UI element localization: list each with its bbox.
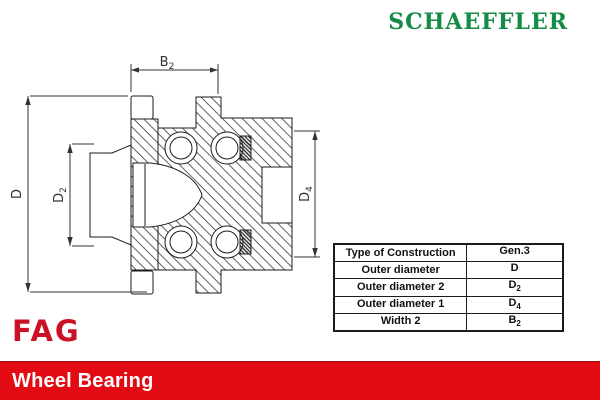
- spec-label: Type of Construction: [334, 244, 467, 262]
- dimension-d4: [294, 131, 320, 257]
- spec-table-body: [334, 244, 563, 331]
- spec-label: Width 2: [334, 313, 467, 331]
- spec-label: Outer diameter 2: [334, 279, 467, 296]
- dim-label-b2: $B_2$: [159, 55, 175, 72]
- stud-boss-bottom: [131, 271, 153, 294]
- ball: [170, 137, 192, 159]
- spec-row: [334, 296, 563, 313]
- ball: [216, 231, 238, 253]
- wheel-pilot: [90, 145, 131, 245]
- seal-abs-encoder: [240, 230, 251, 254]
- dim-label-d2: $D_2$: [52, 187, 69, 203]
- schaeffler-logo: SCHAEFFLER: [388, 9, 568, 35]
- stud-boss-top: [131, 96, 153, 119]
- dimension-d2: [52, 144, 94, 246]
- fag-logo: FAG: [12, 314, 81, 348]
- footer-bar: [0, 361, 600, 400]
- spec-row: [334, 244, 563, 262]
- ball: [170, 231, 192, 253]
- hub-bearing-section: [90, 96, 292, 294]
- dim-label-d: D: [10, 188, 25, 200]
- dimension-b2: [131, 55, 218, 94]
- spec-value: $B_2$: [467, 313, 563, 331]
- spec-label: Outer diameter: [334, 262, 467, 279]
- spec-value: Gen.3: [467, 244, 563, 262]
- outer-ring-relief: [262, 167, 292, 223]
- bearing-cross-section-drawing: [0, 0, 345, 310]
- spec-row: [334, 279, 563, 296]
- spec-row: [334, 262, 563, 279]
- ball: [216, 137, 238, 159]
- spec-value: $D_4$: [467, 296, 563, 313]
- spec-row: [334, 313, 563, 331]
- spec-value: $D_2$: [467, 279, 563, 296]
- seal-abs-encoder: [240, 136, 251, 160]
- page-title: Wheel Bearing: [12, 370, 154, 392]
- spec-label: Outer diameter 1: [334, 296, 467, 313]
- spec-table: [333, 243, 564, 332]
- dim-label-d4: $D_4$: [298, 186, 315, 202]
- spec-value: D: [467, 262, 563, 279]
